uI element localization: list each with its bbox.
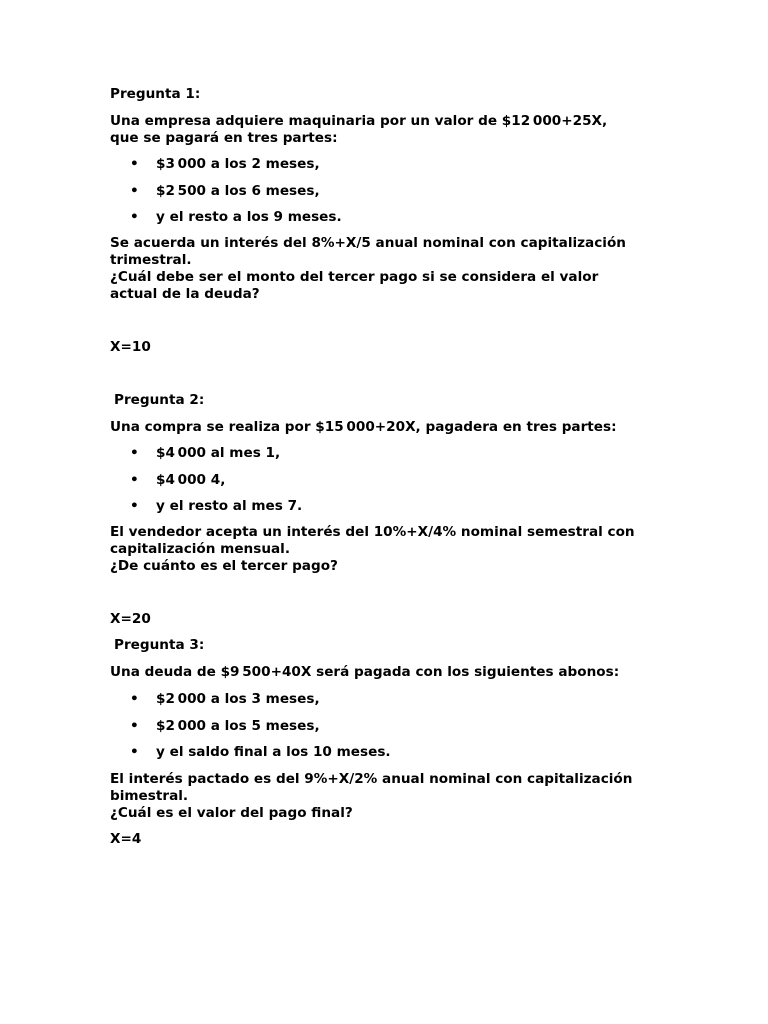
list-item-text: $3 000 a los 2 meses,: [156, 156, 320, 172]
conditions-line: El vendedor acepta un interés del 10%+X/4% nominal semestral con: [110, 524, 635, 540]
x-value: X=4: [110, 831, 142, 847]
conditions-line: ¿Cuál es el valor del pago final?: [110, 805, 353, 821]
list-item: [130, 498, 302, 515]
conditions-line: ¿De cuánto es el tercer pago?: [110, 558, 338, 574]
list-item-text: y el resto al mes 7.: [156, 498, 303, 514]
conditions-line: ¿Cuál debe ser el monto del tercer pago si se considera el valor: [110, 269, 599, 285]
list-item-text: $2 000 a los 3 meses,: [156, 691, 320, 707]
question-statement: [110, 113, 690, 147]
conditions-line: El interés pactado es del 9%+X/2% anual nominal con capitalización: [110, 771, 633, 787]
question-conditions: [110, 235, 690, 303]
question-conditions: [110, 524, 690, 575]
bullet-icon: •: [130, 445, 139, 461]
question-conditions: [110, 771, 690, 822]
bullet-icon: •: [130, 183, 139, 199]
list-item-text: $4 000 4,: [156, 472, 226, 488]
list-item: [130, 156, 320, 173]
conditions-line: capitalización mensual.: [110, 541, 290, 557]
bullet-icon: •: [130, 209, 139, 225]
list-item-text: y el saldo final a los 10 meses.: [156, 744, 391, 760]
question-statement: [110, 664, 690, 681]
conditions-line: actual de la deuda?: [110, 286, 260, 302]
statement-line: Una deuda de $9 500+40X será pagada con los siguientes abonos:: [110, 664, 620, 680]
conditions-line: bimestral.: [110, 788, 189, 804]
conditions-line: trimestral.: [110, 252, 192, 268]
list-item: [130, 183, 320, 200]
x-value: X=20: [110, 611, 151, 627]
list-item-text: y el resto a los 9 meses.: [156, 209, 342, 225]
question-statement: [110, 419, 690, 436]
conditions-line: Se acuerda un interés del 8%+X/5 anual nominal con capitalización: [110, 235, 626, 251]
list-item-text: $2 000 a los 5 meses,: [156, 718, 320, 734]
bullet-icon: •: [130, 472, 139, 488]
list-item: [130, 744, 391, 761]
list-item: [130, 209, 342, 226]
list-item: [130, 445, 280, 462]
list-item: [130, 472, 225, 489]
list-item-text: $4 000 al mes 1,: [156, 445, 281, 461]
statement-line: que se pagará en tres partes:: [110, 130, 338, 146]
bullet-icon: •: [130, 156, 139, 172]
question-title: Pregunta 3:: [114, 637, 205, 653]
bullet-icon: •: [130, 691, 139, 707]
list-item-text: $2 500 a los 6 meses,: [156, 183, 320, 199]
list-item: [130, 718, 320, 735]
statement-line: Una compra se realiza por $15 000+20X, pagadera en tres partes:: [110, 419, 617, 435]
question-title: Pregunta 1:: [110, 86, 201, 102]
statement-line: Una empresa adquiere maquinaria por un valor de $12 000+25X,: [110, 113, 608, 129]
x-value: X=10: [110, 339, 151, 355]
bullet-icon: •: [130, 498, 139, 514]
bullet-icon: •: [130, 744, 139, 760]
bullet-icon: •: [130, 718, 139, 734]
list-item: [130, 691, 320, 708]
question-title: Pregunta 2:: [114, 392, 205, 408]
